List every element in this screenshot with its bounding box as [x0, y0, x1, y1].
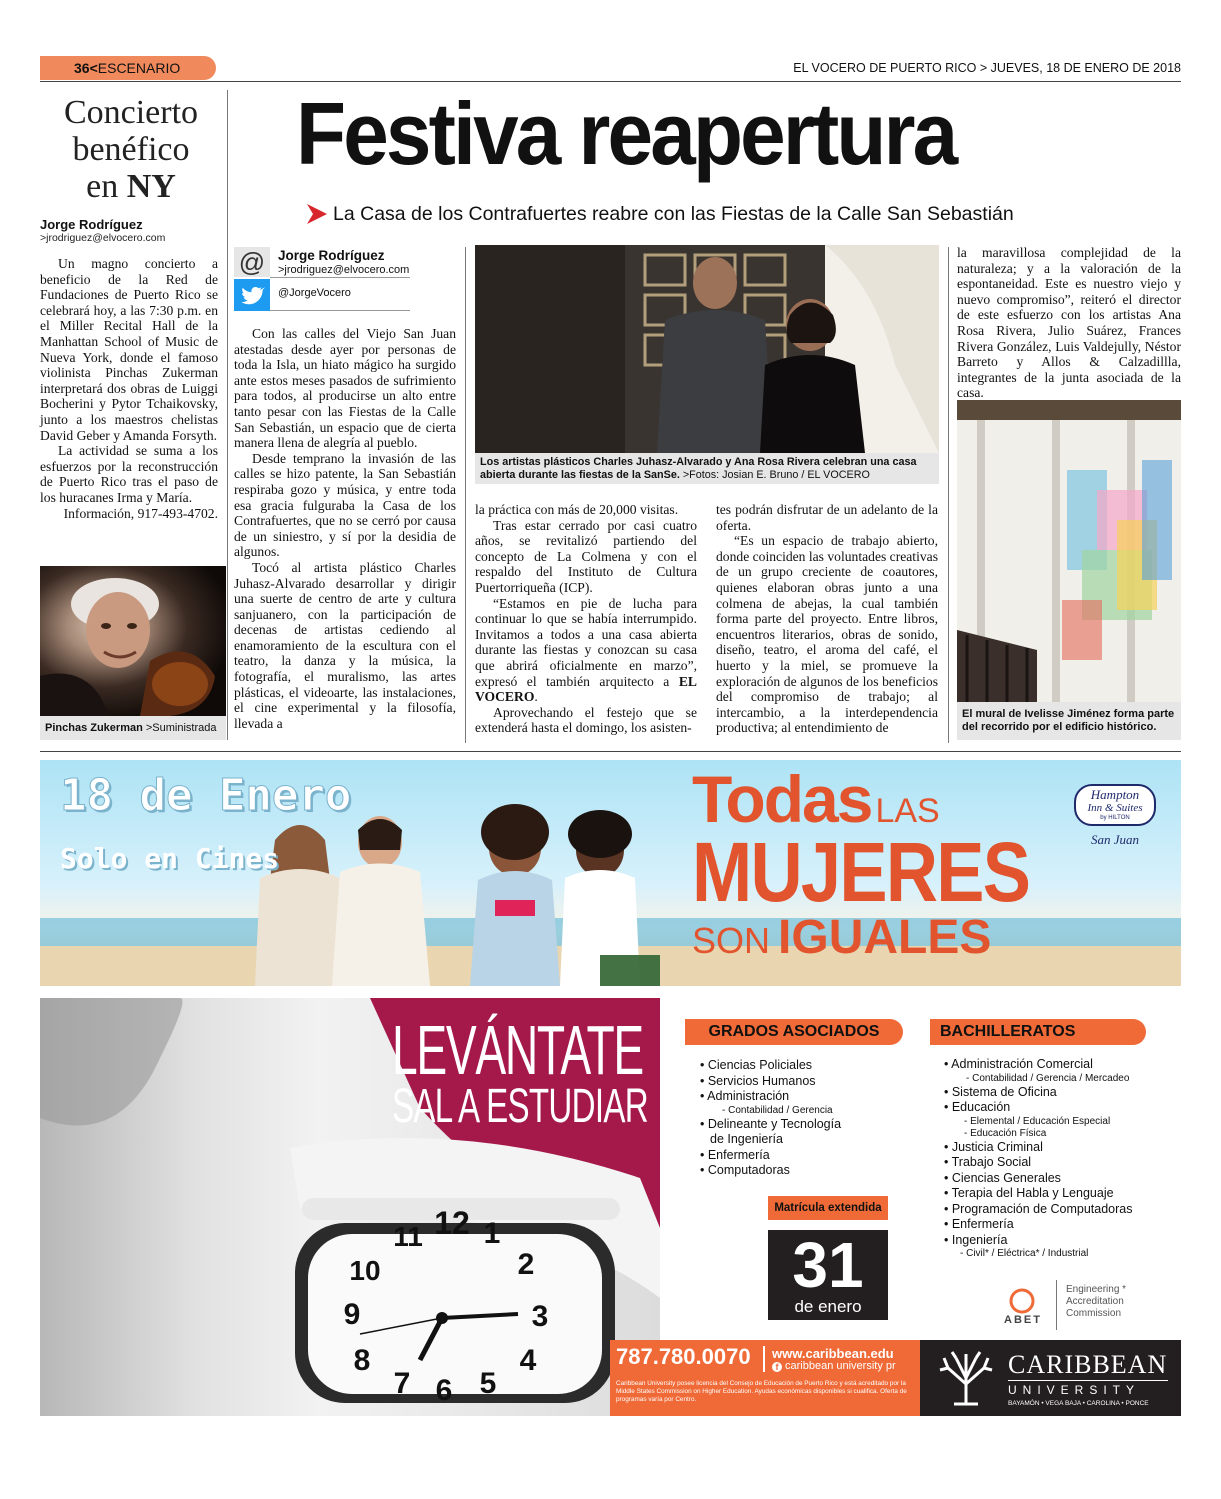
- clock-number: 2: [517, 1248, 535, 1281]
- article-paragraph: tes podrán disfrutar de un adelanto de la oferta.: [716, 502, 938, 533]
- program-item: • Computadoras: [700, 1163, 790, 1177]
- col-divider-3: [948, 247, 949, 743]
- program-subitem: - Educación Física: [964, 1127, 1047, 1139]
- article-paragraph: “Es un espacio de trabajo abierto, donde coinciden las voluntades creativas de un grupo creciente de coautores, quienes elaboran obras junto a una colmena de abejas, la cual también forma parte del proyecto. Entre libros, encuentros literarios, obras de sonido, diseño, teatro, el aroma del café, el huerto y la miel, se promueve la exploración de algunos de los beneficios del compromiso de trabajo; al intercambio, a la interdependencia productiva; al entendimiento de: [716, 533, 938, 736]
- headline: Festiva reapertura: [296, 84, 956, 183]
- dateline: EL VOCERO DE PUERTO RICO > JUEVES, 18 DE ENERO DE 2018: [793, 61, 1181, 75]
- sidebar-author-email: >jrodriguez@elvocero.com: [40, 232, 166, 244]
- article-paragraph: la maravillosa complejidad de la naturaleza; y a la valoración de la espontaneidad. Este es nuestro viejo y nuevo compromiso”, reiteró el director de este esfuerzo con los artistas Ana Rosa Rivera, Julio Suárez, Frances Rivera González, Luis Valdejully, Néstor Barreto y Allos & Calzadillla, integrantes de la junta asociada de la casa.: [957, 245, 1181, 401]
- sidebar-divider: [227, 90, 228, 740]
- grados-list: [700, 1058, 900, 1179]
- clock-number: 7: [393, 1367, 411, 1400]
- clock-number: 11: [393, 1221, 423, 1252]
- byline-author: Jorge Rodríguez: [278, 248, 385, 263]
- movie-title-todas: Todas: [692, 762, 872, 836]
- subhead: La Casa de los Contrafuertes reabre con las Fiestas de la Calle San Sebastián: [305, 201, 1014, 227]
- phone-number: 787.780.0070: [616, 1344, 751, 1369]
- artists-photo-image: [475, 245, 939, 453]
- program-item: • Educación: [944, 1100, 1011, 1114]
- clock-number: 6: [435, 1374, 453, 1407]
- matricula-label: Matrícula extendida: [768, 1196, 888, 1220]
- bach-title: BACHILLERATOS: [930, 1019, 1146, 1045]
- hampton-logo: Hampton Inn & Suites by HILTON: [1074, 784, 1156, 826]
- social-handle: caribbean university pr: [785, 1360, 896, 1372]
- movie-title-iguales: IGUALES: [778, 911, 992, 964]
- section-rule: [40, 751, 1181, 752]
- university-headline-2: SAL A ESTUDIAR: [392, 1080, 649, 1133]
- program-item: • Terapia del Habla y Lenguaje: [944, 1186, 1114, 1200]
- zukerman-portrait: [40, 566, 226, 716]
- program-item: • Trabajo Social: [944, 1155, 1032, 1169]
- movie-date: 18 de Enero: [60, 770, 352, 821]
- clock-second-hand: [360, 1318, 442, 1334]
- matricula-day: 31: [792, 1229, 864, 1301]
- brand-university: UNIVERSITY: [1008, 1383, 1141, 1397]
- page-number: 36: [74, 60, 90, 76]
- sidebar-body: [40, 256, 218, 521]
- program-item: • Justicia Criminal: [944, 1139, 1043, 1154]
- clock-number: 10: [349, 1255, 381, 1286]
- sidebar-title-ny: NY: [126, 168, 176, 205]
- red-arrow-icon: [305, 202, 329, 226]
- program-item: • Administración Comercial: [944, 1057, 1093, 1071]
- sidebar-title-line1: Concierto: [63, 94, 199, 131]
- twitter-icon: [234, 279, 270, 311]
- movie-title: [692, 762, 1052, 975]
- article-paragraph: “Estamos en pie de lucha para continuar lo que se había interrumpido. Invitamos a todos a una casa abierta durante las fiestas y conozcan su casa que abrirá oficialmente en marzo”, expresó el también arquitecto a EL VOCERO.: [475, 595, 697, 705]
- facebook-icon: f: [772, 1362, 782, 1372]
- article-paragraph: Desde temprano la invasión de las calles se hizo patente, la San Sebastián respiraba gozo y música, y entre toda esa gracia fulguraba la Casa de los Contrafuertes, que no se cerró por causa de un siniestro, y sí por la desidia de algunos.: [234, 450, 456, 560]
- clock-number: 12: [434, 1205, 470, 1241]
- mural-photo: [957, 400, 1181, 702]
- col-divider-1: [465, 247, 466, 743]
- article-paragraph: la práctica con más de 20,000 visitas.: [475, 502, 679, 517]
- sidebar-title-line3: en NY: [86, 168, 176, 205]
- clock-number: 9: [343, 1298, 361, 1331]
- article-col-1: [234, 326, 456, 731]
- program-item: • Sistema de Oficina: [944, 1084, 1057, 1099]
- program-item: • Servicios Humanos: [700, 1073, 816, 1088]
- article-paragraph: Aprovechando el festejo que se extenderá hasta el domingo, los asisten-: [475, 704, 697, 736]
- movie-title-las: LAS: [875, 792, 940, 830]
- abet-text: Engineering * Accreditation Commission: [1066, 1284, 1127, 1319]
- clock-minute-hand: [442, 1314, 518, 1318]
- program-item: • Ciencias Generales: [944, 1170, 1061, 1185]
- sidebar-author: Jorge Rodríguez: [40, 217, 143, 232]
- abet-ring-icon: [1007, 1286, 1037, 1316]
- byline-email: >jrodriguez@elvocero.com: [278, 264, 410, 276]
- university-headline-1: LEVÁNTATE: [392, 1011, 643, 1089]
- byline-box: [234, 247, 410, 311]
- artists-photo: [475, 245, 939, 453]
- program-item: • Enfermería: [700, 1147, 770, 1162]
- matricula-month: de enero: [794, 1297, 862, 1316]
- movie-ad: [40, 760, 1181, 986]
- program-item: • Administración: [700, 1089, 790, 1103]
- movie-cinema-line: Solo en Cines: [60, 842, 280, 875]
- hampton-city: San Juan: [1090, 832, 1140, 847]
- movie-title-mujeres: MUJERES: [692, 825, 1030, 919]
- twitter-handle: @JorgeVocero: [278, 287, 351, 299]
- program-subitem: - Civil* / Eléctrica* / Industrial: [960, 1248, 1089, 1259]
- mural-photo-caption: El mural de Ivelisse Jiménez forma parte del recorrido por el edificio histórico.: [957, 702, 1181, 740]
- contact-bar: [610, 1340, 920, 1416]
- university-ad: [40, 998, 1181, 1416]
- mural-photo-image: [957, 400, 1181, 702]
- bach-list: [944, 1057, 1180, 1260]
- zukerman-photo: [40, 566, 226, 716]
- program-item: • Programación de Computadoras: [944, 1201, 1133, 1216]
- university-info: [660, 998, 1181, 1326]
- matricula-date-box: [768, 1230, 888, 1320]
- brand-name: CARIBBEAN: [1008, 1350, 1168, 1379]
- article-col-3: [716, 502, 938, 736]
- clock-number: 5: [479, 1367, 497, 1400]
- clock-number: 1: [483, 1217, 501, 1250]
- program-item: • Enfermería: [944, 1217, 1014, 1231]
- sidebar-paragraph: La actividad se suma a los esfuerzos por la reconstrucción de Puerto Rico tras el paso de los huracanes Irma y María.: [40, 443, 218, 505]
- grados-title: GRADOS ASOCIADOS: [685, 1019, 903, 1045]
- clock-number: 3: [531, 1300, 549, 1333]
- section-tab: [40, 56, 216, 80]
- program-item: • Delineante y Tecnología: [700, 1116, 842, 1131]
- program-subitem: - Contabilidad / Gerencia / Mercadeo: [966, 1072, 1130, 1084]
- brand-campuses: BAYAMÓN • VEGA BAJA • CAROLINA • PONCE: [1008, 1400, 1149, 1407]
- sidebar-paragraph: Información, 917-493-4702.: [63, 505, 218, 521]
- program-item: de Ingeniería: [710, 1132, 783, 1146]
- clock-number: 8: [353, 1344, 371, 1377]
- article-paragraph: Tocó al artista plástico Charles Juhasz-Alvarado desarrollar y dirigir una suerte de centro de arte y cultura sanjuanero, con la participación de decenas de artistas cediendo al enamoramiento de la escultura con el teatro, la danza y la música, la fotografía, el muralismo, las artes plásticas, el videoarte, las instalaciones, el cine experimental y la filosofía, llevada a: [234, 559, 456, 731]
- sidebar-paragraph: Un magno concierto a beneficio de la Red de Fundaciones de Puerto Rico se celebrará hoy, a las 7:30 p.m. en el Miller Recital Hall de la Manhattan School of Music de Nueva York, donde el famoso violinista Pinchas Zukerman interpretará dos obras de Luiggi Bocherini y Pytor Tchaikovsky, junto a los maestros chelistas David Geber y Amanda Forsyth.: [40, 256, 218, 443]
- program-item: • Ingeniería: [944, 1232, 1008, 1247]
- page-arrow: <: [89, 60, 98, 76]
- brand-block: [920, 1340, 1181, 1416]
- movie-title-son: SON: [692, 920, 771, 961]
- program-subitem: - Elemental / Educación Especial: [964, 1115, 1111, 1127]
- disclaimer: Caribbean University posee licencia del Consejo de Educación de Puerto Rico y está acreditado por la Middle States Commission on Higher Education. Ayudas económicas disponibles si cualifica. Oferta de programas varía por Centro.: [616, 1380, 907, 1403]
- tree-logo-icon: [934, 1350, 998, 1406]
- article-col-2: [475, 502, 697, 736]
- program-subitem: - Contabilidad / Gerencia: [722, 1104, 833, 1116]
- artists-photo-caption: Los artistas plásticos Charles Juhasz-Alvarado y Ana Rosa Rivera celebran una casa abierta durante las fiestas de la SanSe. >Fotos: Josian E. Bruno / EL VOCERO: [475, 453, 939, 484]
- zukerman-caption: Pinchas Zukerman >Suministrada: [40, 716, 226, 740]
- website-link: www.caribbean.edu: [772, 1346, 894, 1361]
- sidebar-title: [40, 94, 222, 205]
- clock-hour-hand: [420, 1318, 442, 1360]
- section-name: ESCENARIO: [97, 60, 181, 76]
- article-paragraph: Con las calles del Viejo San Juan atestadas desde ayer por personas de toda la Isla, un hiato mágico ha surgido ante estos meses pasados de sufrimiento para todos, al producirse un alto entre tanto pesar con las Fiestas de la Calle San Sebastián, un espacio que de cierta manera llena de alegría al pueblo.: [234, 326, 456, 451]
- sidebar-title-line2: benéfico: [72, 131, 190, 168]
- abet-name: ABET: [1004, 1314, 1042, 1326]
- article-col-4: [957, 245, 1181, 401]
- at-icon: @: [234, 247, 270, 277]
- article-paragraph: Tras estar cerrado por casi cuatro años, se revitalizó partiendo del concepto de La Colmena y con el respaldo del Instituto de Cultura Puertorriqueña (ICP).: [475, 517, 697, 595]
- program-item: • Ciencias Policiales: [700, 1058, 813, 1072]
- clock-number: 4: [519, 1344, 537, 1377]
